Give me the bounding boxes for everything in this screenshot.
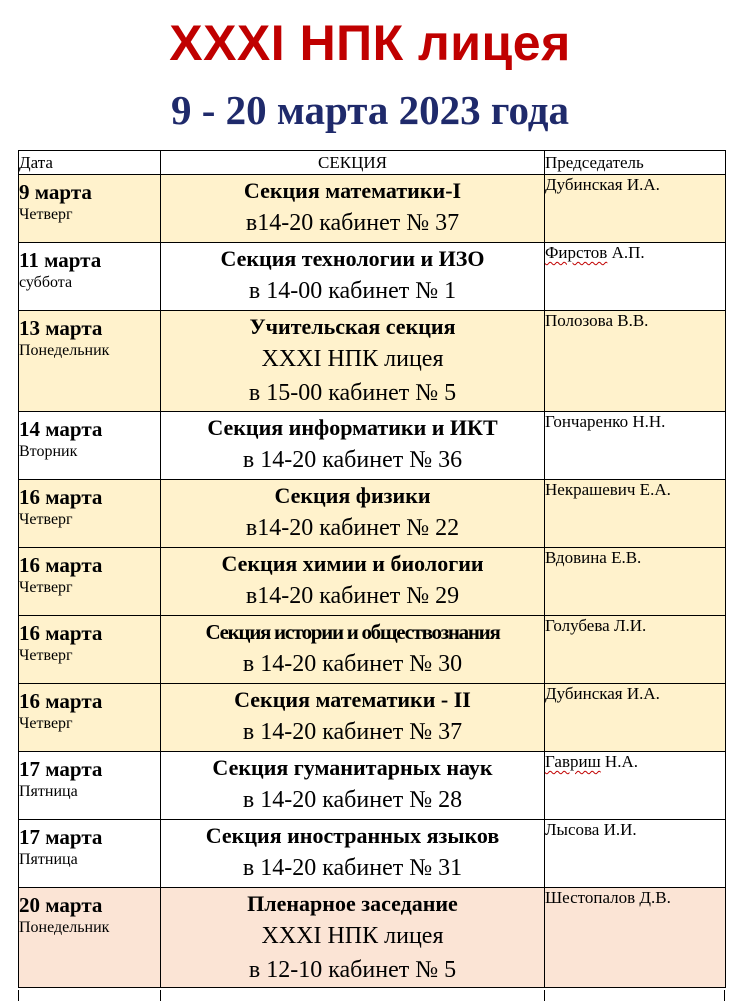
border-tick bbox=[724, 990, 725, 1001]
section-cell bbox=[161, 684, 545, 752]
section-detail: в14-20 кабинет № 29 bbox=[245, 583, 460, 609]
section-cell bbox=[161, 243, 545, 311]
weekday-text: Четверг bbox=[19, 579, 73, 596]
weekday-text: Четверг bbox=[19, 647, 73, 664]
section-name: Учительская секция bbox=[249, 314, 456, 339]
chair-cell: Некрашевич Е.А. bbox=[545, 480, 726, 548]
section-name: Секция истории и обществознания bbox=[205, 620, 500, 644]
date-text: 16 марта bbox=[19, 553, 103, 577]
date-text: 16 марта bbox=[19, 621, 103, 645]
section-detail: в 12-10 кабинет № 5 bbox=[248, 957, 457, 983]
schedule-table bbox=[18, 150, 726, 988]
date-cell bbox=[19, 311, 161, 412]
section-detail: в 14-00 кабинет № 1 bbox=[248, 278, 457, 304]
chair-initials: А.П. bbox=[607, 243, 645, 262]
date-cell bbox=[19, 684, 161, 752]
chair-cell bbox=[545, 243, 726, 311]
section-cell bbox=[161, 480, 545, 548]
border-tick bbox=[18, 990, 19, 1001]
section-detail: в 14-20 кабинет № 37 bbox=[242, 719, 463, 745]
section-detail: в 14-20 кабинет № 30 bbox=[242, 651, 463, 677]
table-row bbox=[19, 311, 726, 412]
section-name: Секция математики - II bbox=[234, 687, 471, 712]
table-row bbox=[19, 820, 726, 888]
table-row bbox=[19, 616, 726, 684]
border-tick bbox=[544, 990, 545, 1001]
section-cell bbox=[161, 311, 545, 412]
chair-cell: Дубинская И.А. bbox=[545, 175, 726, 243]
weekday-text: Четверг bbox=[19, 206, 73, 223]
weekday-text: Четверг bbox=[19, 715, 73, 732]
chair-cell: Полозова В.В. bbox=[545, 311, 726, 412]
weekday-text: Понедельник bbox=[19, 342, 110, 359]
chair-cell: Шестопалов Д.В. bbox=[545, 888, 726, 988]
date-cell bbox=[19, 820, 161, 888]
section-detail: в 14-20 кабинет № 28 bbox=[242, 787, 463, 813]
date-text: 17 марта bbox=[19, 757, 103, 781]
table-row bbox=[19, 412, 726, 480]
chair-surname: Гавриш bbox=[545, 752, 601, 771]
page-subtitle: 9 - 20 марта 2023 года bbox=[170, 87, 570, 133]
chair-cell: Голубева Л.И. bbox=[545, 616, 726, 684]
section-name: Секция химии и биологии bbox=[221, 551, 484, 576]
date-cell bbox=[19, 243, 161, 311]
header-section: СЕКЦИЯ bbox=[161, 151, 545, 175]
section-name: Секция гуманитарных наук bbox=[212, 755, 493, 780]
section-detail: в14-20 кабинет № 37 bbox=[245, 210, 460, 236]
date-text: 16 марта bbox=[19, 485, 103, 509]
section-name: Секция информатики и ИКТ bbox=[207, 415, 498, 440]
section-cell bbox=[161, 752, 545, 820]
table-header-row bbox=[19, 151, 726, 175]
page-title: XXXI НПК лицея bbox=[169, 15, 571, 71]
section-detail: в 14-20 кабинет № 31 bbox=[242, 855, 463, 881]
weekday-text: Вторник bbox=[19, 443, 78, 460]
section-name: Секция технологии и ИЗО bbox=[220, 246, 485, 271]
section-name: Секция физики bbox=[274, 483, 431, 508]
table-row bbox=[19, 888, 726, 988]
header-chair: Председатель bbox=[545, 151, 726, 175]
section-detail: в 15-00 кабинет № 5 bbox=[248, 380, 457, 406]
date-cell bbox=[19, 888, 161, 988]
section-cell bbox=[161, 616, 545, 684]
weekday-text: Четверг bbox=[19, 511, 73, 528]
chair-cell: Вдовина Е.В. bbox=[545, 548, 726, 616]
border-tick bbox=[160, 990, 161, 1001]
weekday-text: суббота bbox=[19, 274, 73, 291]
chair-surname: Фирстов bbox=[545, 243, 608, 262]
date-text: 17 марта bbox=[19, 825, 103, 849]
section-name: Пленарное заседание bbox=[247, 891, 458, 916]
date-text: 20 марта bbox=[19, 893, 103, 917]
table-row bbox=[19, 684, 726, 752]
section-name: Секция математики-I bbox=[243, 178, 462, 203]
chair-initials: Н.А. bbox=[600, 752, 638, 771]
table-continuation-edge bbox=[18, 990, 725, 1001]
section-name: Секция иностранных языков bbox=[205, 823, 500, 848]
date-cell bbox=[19, 752, 161, 820]
date-text: 11 марта bbox=[19, 248, 102, 272]
chair-cell: Дубинская И.А. bbox=[545, 684, 726, 752]
section-cell bbox=[161, 820, 545, 888]
section-detail: в 14-20 кабинет № 36 bbox=[242, 447, 463, 473]
date-cell bbox=[19, 412, 161, 480]
table-row bbox=[19, 480, 726, 548]
section-detail: в14-20 кабинет № 22 bbox=[245, 515, 460, 541]
section-cell bbox=[161, 548, 545, 616]
section-detail: XXXI НПК лицея bbox=[261, 923, 444, 949]
date-cell bbox=[19, 480, 161, 548]
section-cell bbox=[161, 175, 545, 243]
chair-cell: Гончаренко Н.Н. bbox=[545, 412, 726, 480]
date-cell bbox=[19, 616, 161, 684]
table-row bbox=[19, 548, 726, 616]
weekday-text: Пятница bbox=[19, 851, 78, 868]
section-cell bbox=[161, 412, 545, 480]
chair-cell bbox=[545, 752, 726, 820]
date-text: 13 марта bbox=[19, 316, 103, 340]
date-cell bbox=[19, 175, 161, 243]
section-cell bbox=[161, 888, 545, 988]
date-text: 14 марта bbox=[19, 417, 103, 441]
section-detail: XXXI НПК лицея bbox=[261, 346, 444, 372]
table-row bbox=[19, 175, 726, 243]
weekday-text: Понедельник bbox=[19, 919, 110, 936]
chair-cell: Лысова И.И. bbox=[545, 820, 726, 888]
table-row bbox=[19, 243, 726, 311]
header-date: Дата bbox=[19, 151, 161, 175]
date-cell bbox=[19, 548, 161, 616]
weekday-text: Пятница bbox=[19, 783, 78, 800]
date-text: 9 марта bbox=[19, 180, 92, 204]
date-text: 16 марта bbox=[19, 689, 103, 713]
table-row bbox=[19, 752, 726, 820]
